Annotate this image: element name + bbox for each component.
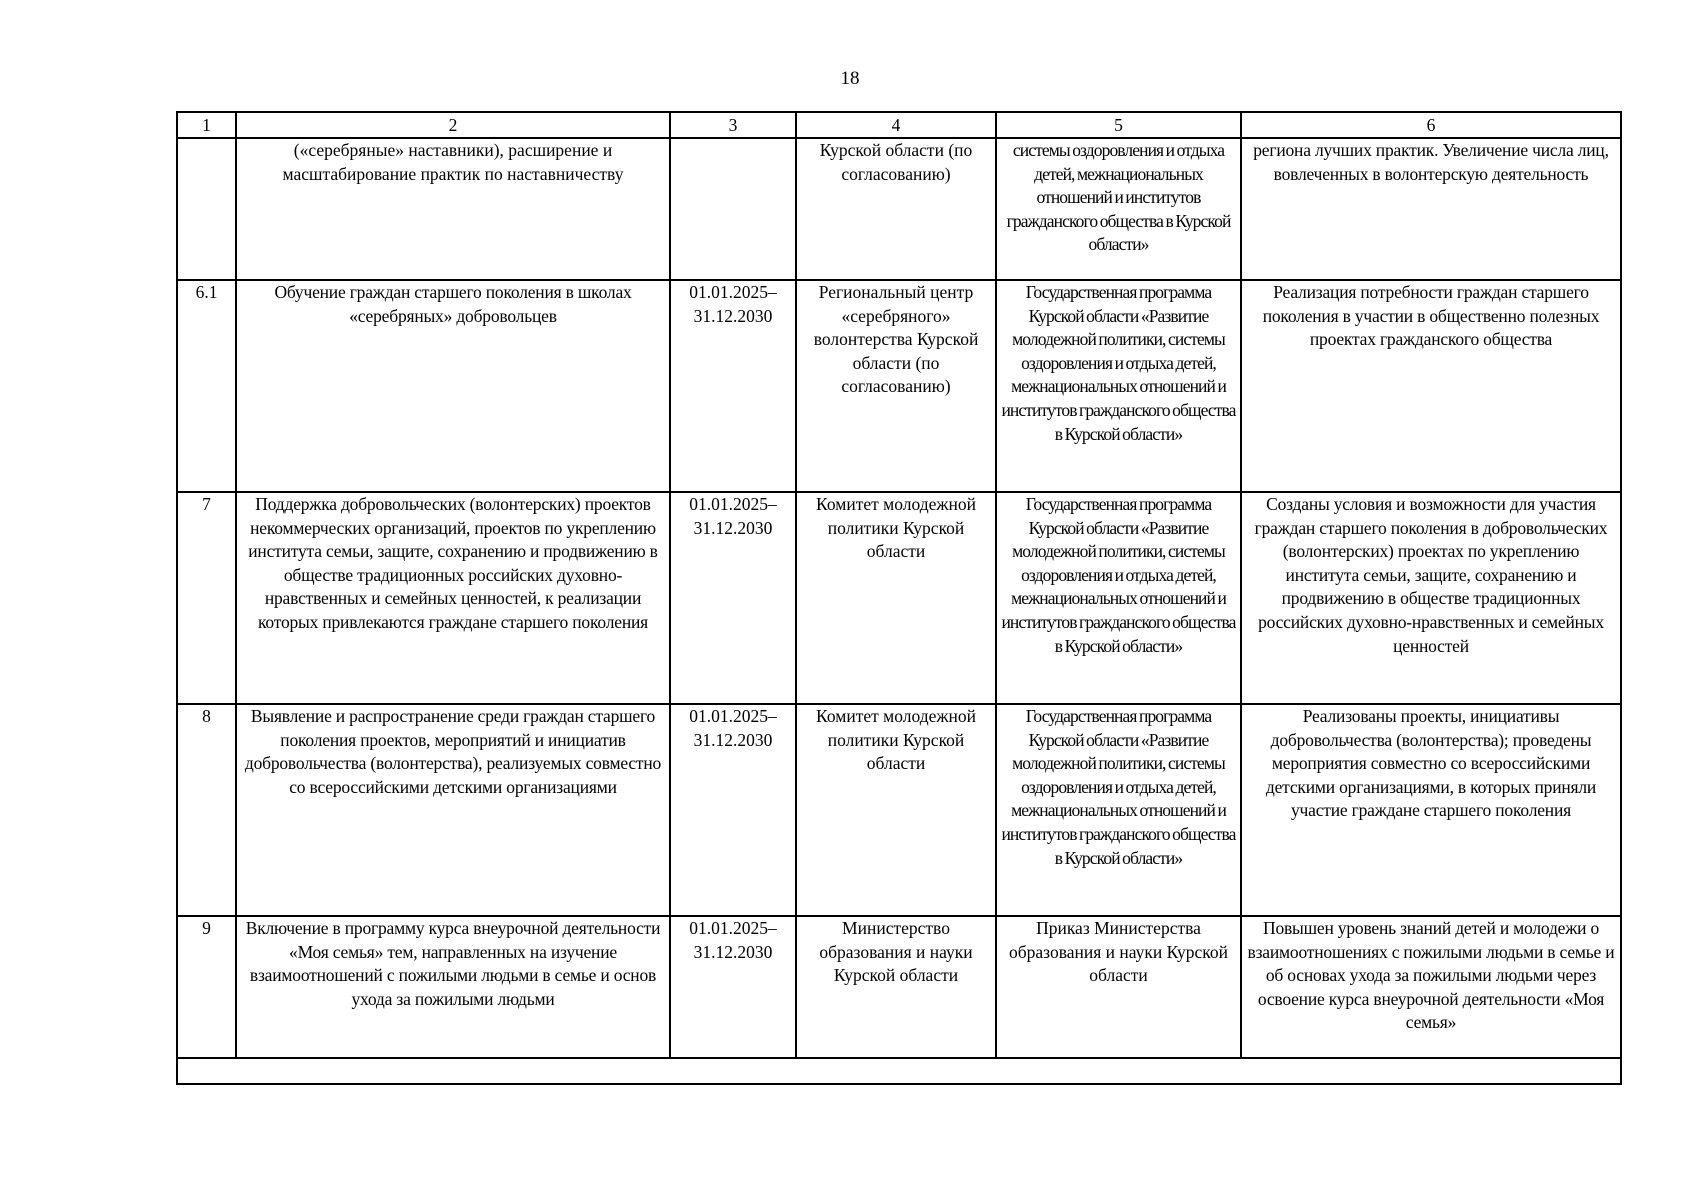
basis-cell: Государственная программа Курской области «Развитие молодежной политики, системы оздоровления и отдыха детей, межнациональных отношений и институтов гражданского общества в Курской области» — [996, 280, 1241, 492]
executor-cell: Комитет молодежной политики Курской области — [796, 704, 996, 916]
column-header: 6 — [1241, 112, 1621, 138]
event-cell: Поддержка добровольческих (волонтерских) проектов некоммерческих организаций, проектов по укреплению института семьи, защите, сохранению и продвижению в обществе традиционных российских духовно-нравственных и семейных ценностей, к реализации которых привлекаются граждане старшего поколения — [236, 492, 670, 704]
event-cell: Обучение граждан старшего поколения в школах «серебряных» добровольцев — [236, 280, 670, 492]
column-header: 4 — [796, 112, 996, 138]
executor-cell: Комитет молодежной политики Курской области — [796, 492, 996, 704]
column-header: 3 — [670, 112, 796, 138]
measures-table — [176, 111, 1622, 1085]
table-row — [177, 138, 1621, 280]
column-header: 2 — [236, 112, 670, 138]
row-number-cell — [177, 138, 236, 280]
event-cell: Включение в программу курса внеурочной деятельности «Моя семья» тем, направленных на изучение взаимоотношений с пожилыми людьми в семье и основ ухода за пожилыми людьми — [236, 916, 670, 1058]
empty-footer-cell — [177, 1058, 1621, 1084]
basis-cell: Государственная программа Курской области «Развитие молодежной политики, системы оздоровления и отдыха детей, межнациональных отношений и институтов гражданского общества в Курской области» — [996, 492, 1241, 704]
result-cell: Реализация потребности граждан старшего поколения в участии в общественно полезных проектах гражданского общества — [1241, 280, 1621, 492]
period-cell: 01.01.2025– 31.12.2030 — [670, 280, 796, 492]
row-number-cell: 7 — [177, 492, 236, 704]
period-cell — [670, 138, 796, 280]
result-cell: региона лучших практик. Увеличение числа лиц, вовлеченных в волонтерскую деятельность — [1241, 138, 1621, 280]
table-row — [177, 492, 1621, 704]
basis-cell: Приказ Министерства образования и науки Курской области — [996, 916, 1241, 1058]
table-row — [177, 280, 1621, 492]
row-number-cell: 9 — [177, 916, 236, 1058]
table-footer-row — [177, 1058, 1621, 1084]
row-number-cell: 8 — [177, 704, 236, 916]
result-cell: Созданы условия и возможности для участия граждан старшего поколения в добровольческих (волонтерских) проектах по укреплению института семьи, защите, сохранению и продвижению в обществе традиционных российских духовно-нравственных и семейных ценностей — [1241, 492, 1621, 704]
executor-cell: Министерство образования и науки Курской области — [796, 916, 996, 1058]
column-header: 5 — [996, 112, 1241, 138]
executor-cell: Курской области (по согласованию) — [796, 138, 996, 280]
result-cell: Реализованы проекты, инициативы добровольчества (волонтерства); проведены мероприятия совместно со всероссийскими детскими организациями, в которых приняли участие граждане старшего поколения — [1241, 704, 1621, 916]
column-header: 1 — [177, 112, 236, 138]
period-cell: 01.01.2025– 31.12.2030 — [670, 916, 796, 1058]
result-cell: Повышен уровень знаний детей и молодежи о взаимоотношениях с пожилыми людьми в семье и об основах ухода за пожилыми людьми через освоение курса внеурочной деятельности «Моя семья» — [1241, 916, 1621, 1058]
event-cell: Выявление и распространение среди граждан старшего поколения проектов, мероприятий и инициатив добровольчества (волонтерства), реализуемых совместно со всероссийскими детскими организациями — [236, 704, 670, 916]
row-number-cell: 6.1 — [177, 280, 236, 492]
table-row — [177, 916, 1621, 1058]
basis-cell: системы оздоровления и отдыха детей, межнациональных отношений и институтов гражданского общества в Курской области» — [996, 138, 1241, 280]
period-cell: 01.01.2025– 31.12.2030 — [670, 704, 796, 916]
table-header-row — [177, 112, 1621, 138]
event-cell: («серебряные» наставники), расширение и масштабирование практик по наставничеству — [236, 138, 670, 280]
table-row — [177, 704, 1621, 916]
basis-cell: Государственная программа Курской области «Развитие молодежной политики, системы оздоровления и отдыха детей, межнациональных отношений и институтов гражданского общества в Курской области» — [996, 704, 1241, 916]
page-number: 18 — [840, 68, 860, 89]
executor-cell: Региональный центр «серебряного» волонтерства Курской области (по согласованию) — [796, 280, 996, 492]
period-cell: 01.01.2025– 31.12.2030 — [670, 492, 796, 704]
